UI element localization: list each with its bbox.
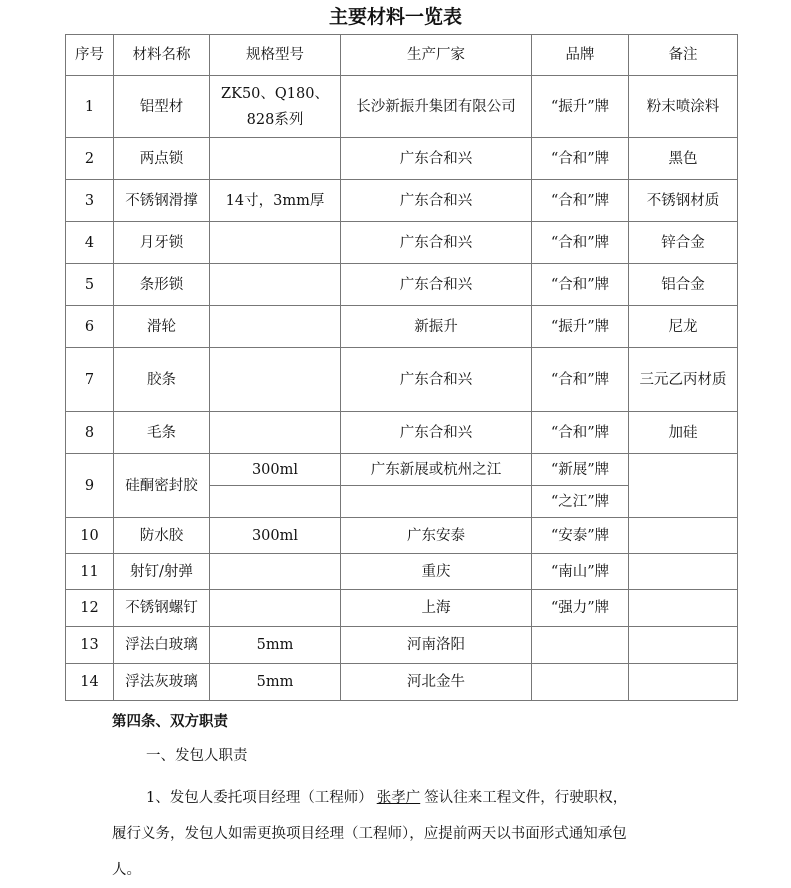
table-row — [66, 412, 738, 454]
cell-note — [629, 627, 738, 664]
cell-spec — [210, 554, 341, 590]
manager-name: 张孝广 — [376, 790, 421, 806]
cell-maker: 广东合和兴 — [341, 348, 532, 412]
cell-brand — [532, 664, 629, 701]
cell-name: 浮法白玻璃 — [114, 627, 210, 664]
cell-note: 三元乙丙材质 — [629, 348, 738, 412]
cell-no: 12 — [66, 590, 114, 627]
paragraph-text: 1、发包人委托项目经理（工程师） — [146, 790, 373, 806]
cell-spec: 5mm — [210, 627, 341, 664]
cell-maker: 广东安泰 — [341, 518, 532, 554]
cell-name: 射钉/射弹 — [114, 554, 210, 590]
header-cell: 规格型号 — [210, 35, 341, 76]
table-row — [66, 180, 738, 222]
cell-spec — [210, 348, 341, 412]
cell-note: 尼龙 — [629, 306, 738, 348]
cell-no: 14 — [66, 664, 114, 701]
cell-name: 防水胶 — [114, 518, 210, 554]
header-cell: 序号 — [66, 35, 114, 76]
cell-maker: 重庆 — [341, 554, 532, 590]
table-row — [66, 454, 738, 486]
cell-note — [629, 554, 738, 590]
cell-name: 铝型材 — [114, 76, 210, 138]
cell-no: 4 — [66, 222, 114, 264]
cell-note: 粉末喷涂料 — [629, 76, 738, 138]
table-header-row — [66, 35, 738, 76]
cell-no: 5 — [66, 264, 114, 306]
cell-note — [629, 518, 738, 554]
cell-name: 两点锁 — [114, 138, 210, 180]
cell-maker: 广东合和兴 — [341, 412, 532, 454]
paragraph-line-2: 履行义务，发包人如需更换项目经理（工程师），应提前两天以书面形式通知承包 — [112, 826, 627, 842]
cell-spec — [210, 138, 341, 180]
cell-note: 黑色 — [629, 138, 738, 180]
cell-name: 浮法灰玻璃 — [114, 664, 210, 701]
section-subheading: 一、发包人职责 — [146, 748, 248, 764]
cell-note: 不锈钢材质 — [629, 180, 738, 222]
cell-brand: “强力”牌 — [532, 590, 629, 627]
header-cell: 生产厂家 — [341, 35, 532, 76]
cell-brand: “振升”牌 — [532, 76, 629, 138]
cell-note: 锌合金 — [629, 222, 738, 264]
cell-name: 硅酮密封胶 — [114, 454, 210, 518]
cell-maker: 广东合和兴 — [341, 138, 532, 180]
cell-note: 铝合金 — [629, 264, 738, 306]
cell-note: 加硅 — [629, 412, 738, 454]
cell-brand: “南山”牌 — [532, 554, 629, 590]
header-cell: 材料名称 — [114, 35, 210, 76]
section-paragraph — [112, 780, 712, 888]
cell-brand: “振升”牌 — [532, 306, 629, 348]
cell-name: 月牙锁 — [114, 222, 210, 264]
table-row — [66, 627, 738, 664]
cell-spec: 300ml — [210, 454, 341, 486]
cell-maker: 新振升 — [341, 306, 532, 348]
cell-no: 6 — [66, 306, 114, 348]
cell-maker: 广东合和兴 — [341, 222, 532, 264]
table-row — [66, 554, 738, 590]
cell-spec: 14寸，3mm厚 — [210, 180, 341, 222]
table-row — [66, 138, 738, 180]
cell-maker: 长沙新振升集团有限公司 — [341, 76, 532, 138]
cell-no: 1 — [66, 76, 114, 138]
table-row — [66, 264, 738, 306]
cell-maker: 广东合和兴 — [341, 264, 532, 306]
cell-no: 7 — [66, 348, 114, 412]
table-row — [66, 664, 738, 701]
table-row — [66, 348, 738, 412]
cell-spec — [210, 222, 341, 264]
cell-spec — [210, 264, 341, 306]
cell-brand: “合和”牌 — [532, 180, 629, 222]
section-heading: 第四条、双方职责 — [112, 714, 228, 730]
paragraph-line-1 — [112, 780, 712, 816]
cell-spec — [210, 590, 341, 627]
cell-brand: “之江”牌 — [532, 486, 629, 518]
header-cell: 备注 — [629, 35, 738, 76]
cell-name: 条形锁 — [114, 264, 210, 306]
cell-brand — [532, 627, 629, 664]
cell-note — [629, 454, 738, 518]
cell-maker: 广东合和兴 — [341, 180, 532, 222]
paragraph-text: 签认往来工程文件，行驶职权， — [424, 790, 628, 806]
cell-name: 不锈钢滑撑 — [114, 180, 210, 222]
cell-spec-empty — [210, 486, 341, 518]
cell-brand: “合和”牌 — [532, 264, 629, 306]
cell-maker: 上海 — [341, 590, 532, 627]
table-row — [66, 590, 738, 627]
page-title: 主要材料一览表 — [328, 6, 462, 28]
cell-no: 2 — [66, 138, 114, 180]
cell-spec: 300ml — [210, 518, 341, 554]
cell-no: 11 — [66, 554, 114, 590]
cell-note — [629, 590, 738, 627]
cell-brand: “安泰”牌 — [532, 518, 629, 554]
cell-brand: “合和”牌 — [532, 222, 629, 264]
cell-no: 9 — [66, 454, 114, 518]
cell-spec: 5mm — [210, 664, 341, 701]
cell-note — [629, 664, 738, 701]
header-cell: 品牌 — [532, 35, 629, 76]
cell-name: 不锈钢螺钉 — [114, 590, 210, 627]
table-row — [66, 222, 738, 264]
cell-maker: 广东新展或杭州之江 — [341, 454, 532, 486]
cell-maker-empty — [341, 486, 532, 518]
cell-brand: “新展”牌 — [532, 454, 629, 486]
cell-name: 滑轮 — [114, 306, 210, 348]
cell-brand: “合和”牌 — [532, 348, 629, 412]
cell-spec — [210, 412, 341, 454]
table-row — [66, 306, 738, 348]
cell-no: 13 — [66, 627, 114, 664]
cell-name: 毛条 — [114, 412, 210, 454]
cell-maker: 河南洛阳 — [341, 627, 532, 664]
table-row — [66, 76, 738, 138]
cell-name: 胶条 — [114, 348, 210, 412]
cell-maker: 河北金牛 — [341, 664, 532, 701]
paragraph-line-3: 人。 — [112, 862, 141, 878]
cell-brand: “合和”牌 — [532, 412, 629, 454]
cell-spec — [210, 306, 341, 348]
cell-no: 10 — [66, 518, 114, 554]
materials-table — [65, 34, 738, 701]
cell-no: 8 — [66, 412, 114, 454]
cell-spec: ZK50、Q180、828系列 — [210, 76, 341, 138]
table-row — [66, 518, 738, 554]
cell-no: 3 — [66, 180, 114, 222]
cell-brand: “合和”牌 — [532, 138, 629, 180]
